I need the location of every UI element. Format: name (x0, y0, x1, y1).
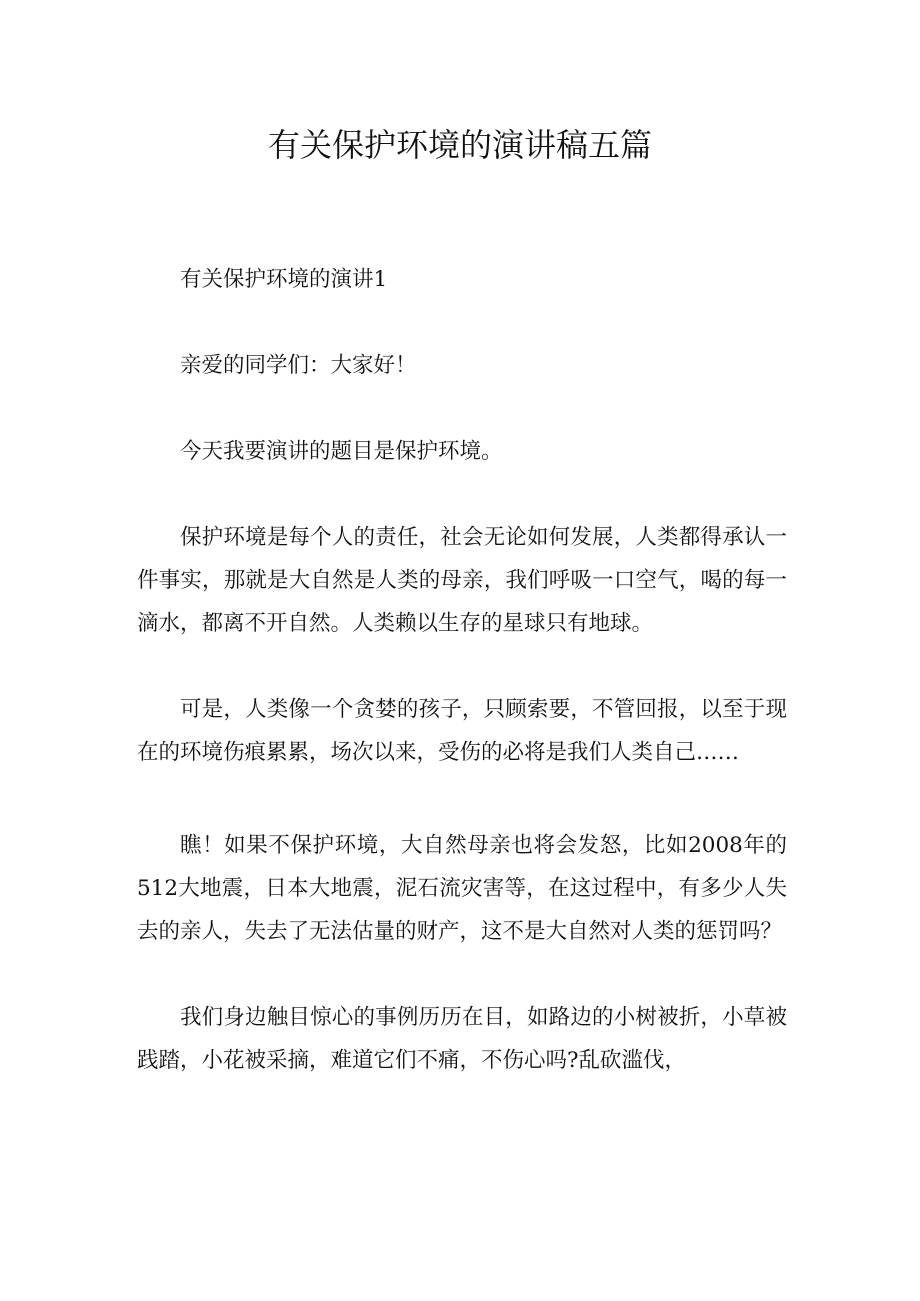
paragraph-disasters: 瞧！如果不保护环境，大自然母亲也将会发怒，比如2008年的512大地震，日本大地震，泥石流灾害等，在这过程中，有多少人失去的亲人，失去了无法估量的财产，这不是大自然对人类的惩罚吗？ (137, 833, 787, 944)
paragraph-greeting: 亲爱的同学们：大家好！ (180, 353, 417, 378)
paragraph-speech-heading: 有关保护环境的演讲1 (180, 267, 388, 292)
paragraph-examples: 我们身边触目惊心的事例历历在目，如路边的小树被折，小草被践踏，小花被采摘，难道它们不痛，不伤心吗?乱砍滥伐， (137, 1005, 787, 1073)
paragraph-responsibility: 保护环境是每个人的责任，社会无论如何发展，人类都得承认一件事实，那就是大自然是人类的母亲，我们呼吸一口空气，喝的每一滴水，都离不开自然。人类赖以生存的星球只有地球。 (137, 525, 787, 636)
paragraph-topic: 今天我要演讲的题目是保护环境。 (180, 439, 503, 464)
document-title: 有关保护环境的演讲稿五篇 (267, 126, 652, 164)
paragraph-greedy-child: 可是，人类像一个贪婪的孩子，只顾索要，不管回报，以至于现在的环境伤痕累累，场次以来，受伤的必将是我们人类自己…… (137, 697, 787, 765)
document-body (137, 258, 787, 1125)
